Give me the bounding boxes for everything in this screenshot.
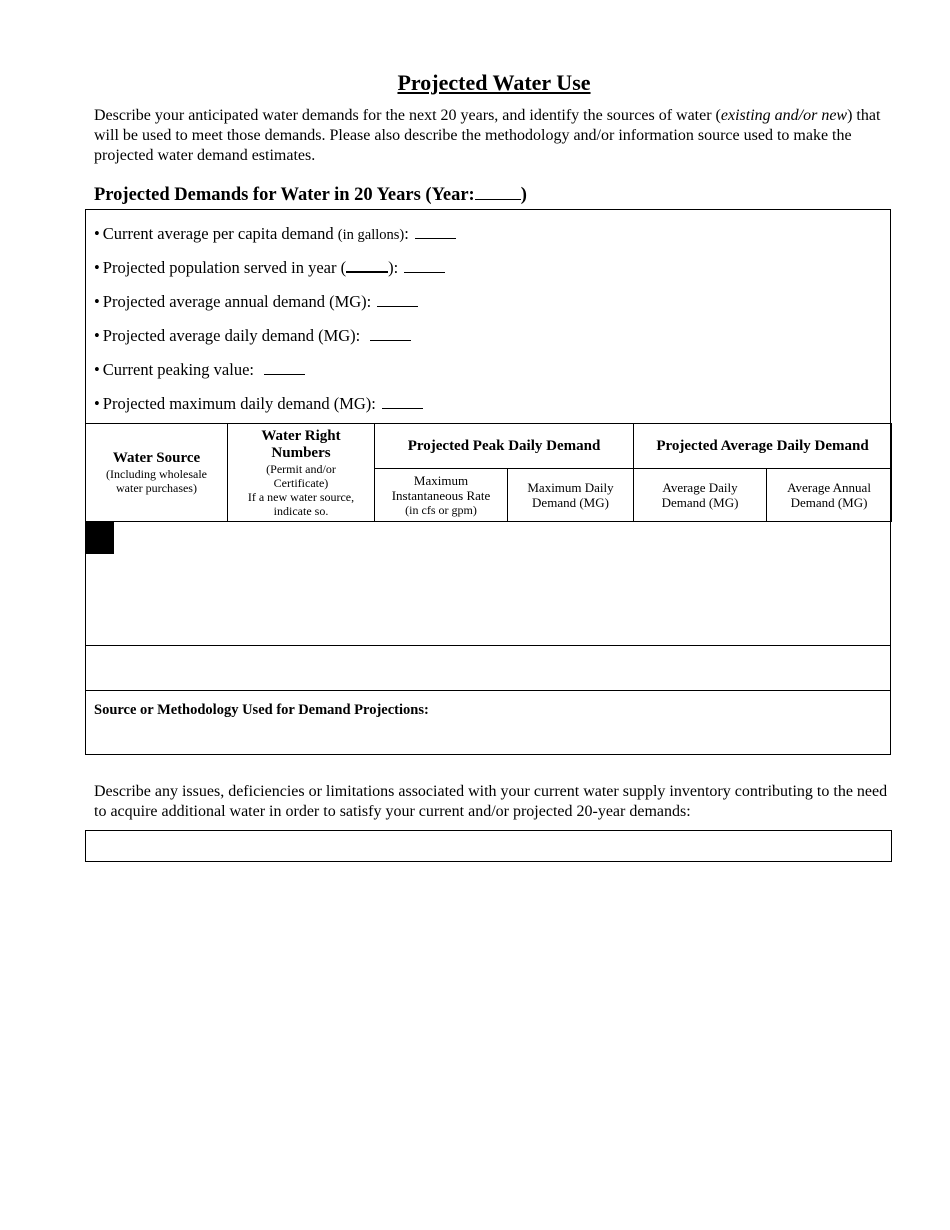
bullet-per-capita — [94, 222, 456, 256]
bullet-peaking-value — [94, 358, 456, 392]
table-row — [93, 522, 100, 538]
water-right-sub1: (Permit and/or Certificate) — [266, 461, 336, 490]
daily-demand-field[interactable] — [370, 326, 411, 341]
per-capita-unit: (in gallons) — [337, 227, 405, 243]
per-capita-suffix: : — [404, 224, 409, 243]
max-instantaneous-title: Maximum Instantaneous Rate — [391, 473, 491, 503]
section-heading-suffix: ) — [520, 185, 527, 205]
bullet-icon: • — [94, 224, 100, 243]
table-row — [86, 522, 93, 538]
bullet-list — [94, 222, 456, 426]
population-year-field[interactable] — [346, 256, 388, 273]
water-source-header — [86, 424, 228, 522]
max-daily-demand-field[interactable] — [382, 394, 423, 409]
bullet-icon: • — [94, 258, 100, 277]
per-capita-field[interactable] — [415, 224, 456, 239]
avg-annual-title: Average Annual Demand (MG) — [787, 480, 871, 510]
max-daily-title: Maximum Daily Demand (MG) — [527, 480, 614, 510]
table-row — [107, 522, 114, 538]
demand-form-box — [85, 209, 891, 755]
annual-demand-label: Projected average annual demand (MG): — [102, 292, 372, 311]
intro-paragraph — [94, 106, 894, 166]
intro-italic: existing and/or new — [720, 107, 848, 124]
population-prefix: Projected population served in year ( — [102, 258, 347, 277]
bullet-population — [94, 256, 456, 290]
peaking-value-field[interactable] — [264, 360, 305, 375]
max-instantaneous-header — [375, 469, 508, 522]
peaking-value-label: Current peaking value: — [102, 360, 254, 379]
intro-text-1: Describe your anticipated water demands for the next 20 years, and identify the sources of water ( — [94, 107, 721, 124]
max-instantaneous-sub: (in cfs or gpm) — [405, 503, 477, 517]
bullet-icon: • — [94, 326, 100, 345]
page-title: Projected Water Use — [397, 70, 591, 95]
water-source-sub: (Including wholesale water purchases) — [106, 467, 207, 495]
intro-text-2: ) that will be used to meet those demands. Please also describe the methodology and/or information source used to make the projected water demand estimates. — [94, 107, 881, 164]
table-cell[interactable] — [112, 523, 113, 554]
bullet-icon: • — [94, 360, 100, 379]
population-field[interactable] — [404, 258, 445, 273]
annual-demand-field[interactable] — [377, 292, 418, 307]
avg-daily-title: Average Daily Demand (MG) — [661, 480, 739, 510]
methodology-label: Source or Methodology Used for Demand Projections: — [94, 702, 429, 718]
water-right-header — [228, 424, 375, 522]
table-row — [100, 522, 107, 538]
year-field[interactable] — [475, 184, 521, 200]
bullet-annual-demand — [94, 290, 456, 324]
issues-paragraph: Describe any issues, deficiencies or limitations associated with your current water supply inventory contributing to the need to acquire additional water in order to satisfy your current and/or projected 20-year demands: — [94, 783, 888, 820]
max-daily-header — [508, 469, 634, 522]
blank-row[interactable] — [85, 645, 891, 691]
water-source-title: Water Source — [112, 450, 201, 466]
water-right-sub2: If a new water source, indicate so. — [247, 489, 355, 518]
bullet-icon: • — [94, 394, 100, 413]
peak-demand-group-header: Projected Peak Daily Demand — [375, 424, 634, 469]
population-suffix: ): — [388, 258, 399, 277]
bullet-max-daily-demand — [94, 392, 456, 426]
daily-demand-label: Projected average daily demand (MG): — [102, 326, 361, 345]
water-right-title: Water Right Numbers — [261, 427, 341, 461]
max-daily-demand-label: Projected maximum daily demand (MG): — [102, 394, 376, 413]
water-source-table — [85, 423, 892, 543]
section-heading — [94, 184, 527, 206]
per-capita-label: Current average per capita demand — [102, 224, 338, 243]
avg-demand-group-header: Projected Average Daily Demand — [634, 424, 892, 469]
bullet-icon: • — [94, 292, 100, 311]
issues-input-box[interactable] — [85, 830, 892, 862]
bullet-daily-demand — [94, 324, 456, 358]
section-heading-prefix: Projected Demands for Water in 20 Years (Year: — [94, 185, 475, 205]
avg-daily-header — [634, 469, 767, 522]
avg-annual-header — [767, 469, 892, 522]
